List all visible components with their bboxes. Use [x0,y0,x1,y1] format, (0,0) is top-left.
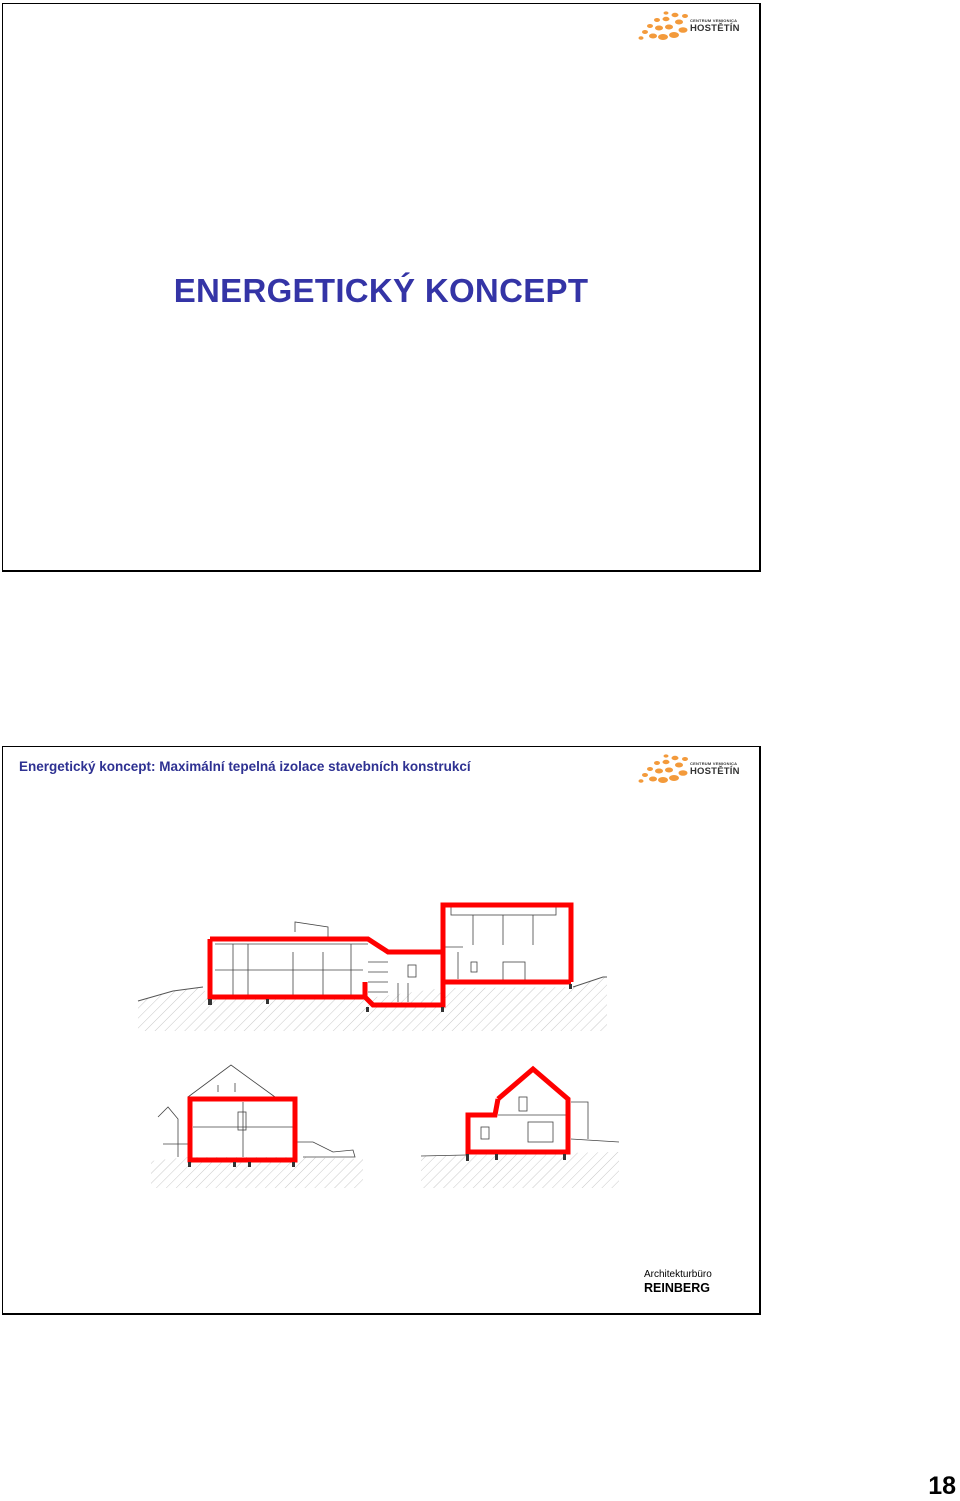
insulation-envelope-left [190,1099,295,1160]
logo-subtitle: CENTRUM VEMIONICA [690,761,738,766]
cross-section-left [151,1065,363,1188]
slide-insulation [2,746,761,1315]
building-sections-drawing [3,747,760,1314]
cross-section-right [421,1069,619,1188]
logo-name: HOSTĚTÍN [690,766,740,777]
logo-dots-icon [635,10,691,44]
section-structure [421,1097,619,1156]
credit-line1: Architekturbüro [644,1269,712,1280]
page-number: 18 [928,1472,956,1500]
logo-subtitle: CENTRUM VEMIONICA [690,18,738,23]
credit-line2: REINBERG [644,1281,710,1295]
slide-heading: Energetický koncept: Maximální tepelná izolace stavebních konstrukcí [19,759,471,774]
architect-credit [644,1269,712,1295]
longitudinal-section [138,905,607,1031]
slide-title-text: ENERGETICKÝ KONCEPT [173,272,589,309]
ground-hatch [421,1152,619,1188]
logo-name: HOSTĚTÍN [690,23,740,34]
slide-title [2,3,761,572]
hostetin-logo [635,10,747,44]
